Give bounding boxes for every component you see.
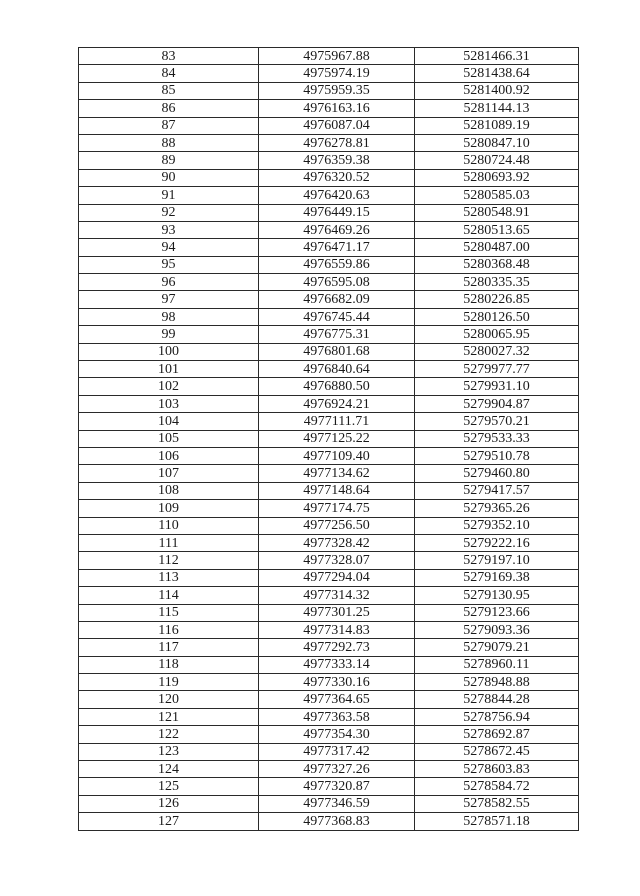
table-row bbox=[79, 778, 579, 795]
x-coordinate-cell: 4976359.38 bbox=[259, 152, 415, 169]
table-row bbox=[79, 82, 579, 99]
table-row bbox=[79, 569, 579, 586]
x-coordinate-cell: 4975967.88 bbox=[259, 48, 415, 65]
y-coordinate-cell: 5281400.92 bbox=[415, 82, 579, 99]
table-row bbox=[79, 552, 579, 569]
y-coordinate-cell: 5281438.64 bbox=[415, 65, 579, 82]
y-coordinate-cell: 5280548.91 bbox=[415, 204, 579, 221]
point-number-cell: 104 bbox=[79, 413, 259, 430]
y-coordinate-cell: 5278756.94 bbox=[415, 708, 579, 725]
x-coordinate-cell: 4977174.75 bbox=[259, 500, 415, 517]
x-coordinate-cell: 4977109.40 bbox=[259, 447, 415, 464]
y-coordinate-cell: 5279197.10 bbox=[415, 552, 579, 569]
table-row bbox=[79, 413, 579, 430]
y-coordinate-cell: 5280226.85 bbox=[415, 291, 579, 308]
table-row bbox=[79, 656, 579, 673]
coordinates-table-body bbox=[79, 48, 579, 831]
x-coordinate-cell: 4976840.64 bbox=[259, 361, 415, 378]
x-coordinate-cell: 4976278.81 bbox=[259, 134, 415, 151]
y-coordinate-cell: 5278672.45 bbox=[415, 743, 579, 760]
y-coordinate-cell: 5281089.19 bbox=[415, 117, 579, 134]
x-coordinate-cell: 4977328.07 bbox=[259, 552, 415, 569]
y-coordinate-cell: 5281144.13 bbox=[415, 100, 579, 117]
point-number-cell: 116 bbox=[79, 621, 259, 638]
table-row bbox=[79, 482, 579, 499]
x-coordinate-cell: 4976880.50 bbox=[259, 378, 415, 395]
point-number-cell: 111 bbox=[79, 534, 259, 551]
y-coordinate-cell: 5280724.48 bbox=[415, 152, 579, 169]
point-number-cell: 102 bbox=[79, 378, 259, 395]
table-row bbox=[79, 134, 579, 151]
y-coordinate-cell: 5279510.78 bbox=[415, 447, 579, 464]
x-coordinate-cell: 4976449.15 bbox=[259, 204, 415, 221]
table-row bbox=[79, 621, 579, 638]
point-number-cell: 118 bbox=[79, 656, 259, 673]
x-coordinate-cell: 4976682.09 bbox=[259, 291, 415, 308]
table-row bbox=[79, 395, 579, 412]
point-number-cell: 98 bbox=[79, 308, 259, 325]
x-coordinate-cell: 4975959.35 bbox=[259, 82, 415, 99]
table-row bbox=[79, 813, 579, 830]
x-coordinate-cell: 4977292.73 bbox=[259, 639, 415, 656]
table-row bbox=[79, 761, 579, 778]
point-number-cell: 120 bbox=[79, 691, 259, 708]
y-coordinate-cell: 5281466.31 bbox=[415, 48, 579, 65]
x-coordinate-cell: 4977301.25 bbox=[259, 604, 415, 621]
x-coordinate-cell: 4976745.44 bbox=[259, 308, 415, 325]
x-coordinate-cell: 4976595.08 bbox=[259, 274, 415, 291]
table-row bbox=[79, 291, 579, 308]
table-row bbox=[79, 430, 579, 447]
point-number-cell: 97 bbox=[79, 291, 259, 308]
point-number-cell: 83 bbox=[79, 48, 259, 65]
table-row bbox=[79, 65, 579, 82]
y-coordinate-cell: 5280335.35 bbox=[415, 274, 579, 291]
x-coordinate-cell: 4977364.65 bbox=[259, 691, 415, 708]
point-number-cell: 92 bbox=[79, 204, 259, 221]
point-number-cell: 103 bbox=[79, 395, 259, 412]
x-coordinate-cell: 4977317.42 bbox=[259, 743, 415, 760]
point-number-cell: 127 bbox=[79, 813, 259, 830]
table-row bbox=[79, 239, 579, 256]
y-coordinate-cell: 5278582.55 bbox=[415, 795, 579, 812]
x-coordinate-cell: 4977320.87 bbox=[259, 778, 415, 795]
x-coordinate-cell: 4976801.68 bbox=[259, 343, 415, 360]
table-row bbox=[79, 795, 579, 812]
y-coordinate-cell: 5280585.03 bbox=[415, 187, 579, 204]
point-number-cell: 90 bbox=[79, 169, 259, 186]
y-coordinate-cell: 5278584.72 bbox=[415, 778, 579, 795]
x-coordinate-cell: 4977368.83 bbox=[259, 813, 415, 830]
point-number-cell: 99 bbox=[79, 326, 259, 343]
y-coordinate-cell: 5279365.26 bbox=[415, 500, 579, 517]
table-row bbox=[79, 447, 579, 464]
point-number-cell: 122 bbox=[79, 726, 259, 743]
table-row bbox=[79, 274, 579, 291]
point-number-cell: 96 bbox=[79, 274, 259, 291]
table-row bbox=[79, 204, 579, 221]
y-coordinate-cell: 5279460.80 bbox=[415, 465, 579, 482]
y-coordinate-cell: 5279352.10 bbox=[415, 517, 579, 534]
table-row bbox=[79, 691, 579, 708]
point-number-cell: 84 bbox=[79, 65, 259, 82]
table-row bbox=[79, 100, 579, 117]
x-coordinate-cell: 4976420.63 bbox=[259, 187, 415, 204]
table-row bbox=[79, 726, 579, 743]
point-number-cell: 112 bbox=[79, 552, 259, 569]
point-number-cell: 125 bbox=[79, 778, 259, 795]
y-coordinate-cell: 5278692.87 bbox=[415, 726, 579, 743]
y-coordinate-cell: 5278844.28 bbox=[415, 691, 579, 708]
x-coordinate-cell: 4976924.21 bbox=[259, 395, 415, 412]
y-coordinate-cell: 5279977.77 bbox=[415, 361, 579, 378]
x-coordinate-cell: 4977346.59 bbox=[259, 795, 415, 812]
x-coordinate-cell: 4977333.14 bbox=[259, 656, 415, 673]
point-number-cell: 117 bbox=[79, 639, 259, 656]
point-number-cell: 87 bbox=[79, 117, 259, 134]
point-number-cell: 110 bbox=[79, 517, 259, 534]
point-number-cell: 91 bbox=[79, 187, 259, 204]
y-coordinate-cell: 5279169.38 bbox=[415, 569, 579, 586]
y-coordinate-cell: 5279931.10 bbox=[415, 378, 579, 395]
point-number-cell: 109 bbox=[79, 500, 259, 517]
point-number-cell: 115 bbox=[79, 604, 259, 621]
x-coordinate-cell: 4977330.16 bbox=[259, 674, 415, 691]
table-row bbox=[79, 517, 579, 534]
table-row bbox=[79, 152, 579, 169]
point-number-cell: 101 bbox=[79, 361, 259, 378]
point-number-cell: 124 bbox=[79, 761, 259, 778]
x-coordinate-cell: 4976320.52 bbox=[259, 169, 415, 186]
point-number-cell: 106 bbox=[79, 447, 259, 464]
y-coordinate-cell: 5280126.50 bbox=[415, 308, 579, 325]
y-coordinate-cell: 5278571.18 bbox=[415, 813, 579, 830]
table-row bbox=[79, 326, 579, 343]
table-row bbox=[79, 48, 579, 65]
point-number-cell: 89 bbox=[79, 152, 259, 169]
y-coordinate-cell: 5279533.33 bbox=[415, 430, 579, 447]
x-coordinate-cell: 4977134.62 bbox=[259, 465, 415, 482]
point-number-cell: 86 bbox=[79, 100, 259, 117]
table-row bbox=[79, 500, 579, 517]
table-row bbox=[79, 743, 579, 760]
x-coordinate-cell: 4977314.32 bbox=[259, 587, 415, 604]
x-coordinate-cell: 4976469.26 bbox=[259, 221, 415, 238]
y-coordinate-cell: 5279222.16 bbox=[415, 534, 579, 551]
x-coordinate-cell: 4976775.31 bbox=[259, 326, 415, 343]
x-coordinate-cell: 4976163.16 bbox=[259, 100, 415, 117]
point-number-cell: 113 bbox=[79, 569, 259, 586]
point-number-cell: 108 bbox=[79, 482, 259, 499]
point-number-cell: 123 bbox=[79, 743, 259, 760]
y-coordinate-cell: 5280693.92 bbox=[415, 169, 579, 186]
y-coordinate-cell: 5279079.21 bbox=[415, 639, 579, 656]
point-number-cell: 119 bbox=[79, 674, 259, 691]
y-coordinate-cell: 5280027.32 bbox=[415, 343, 579, 360]
point-number-cell: 94 bbox=[79, 239, 259, 256]
x-coordinate-cell: 4977354.30 bbox=[259, 726, 415, 743]
table-row bbox=[79, 708, 579, 725]
x-coordinate-cell: 4977256.50 bbox=[259, 517, 415, 534]
y-coordinate-cell: 5279417.57 bbox=[415, 482, 579, 499]
y-coordinate-cell: 5278948.88 bbox=[415, 674, 579, 691]
y-coordinate-cell: 5278603.83 bbox=[415, 761, 579, 778]
table-row bbox=[79, 674, 579, 691]
x-coordinate-cell: 4975974.19 bbox=[259, 65, 415, 82]
table-row bbox=[79, 117, 579, 134]
y-coordinate-cell: 5280487.00 bbox=[415, 239, 579, 256]
y-coordinate-cell: 5280847.10 bbox=[415, 134, 579, 151]
y-coordinate-cell: 5279130.95 bbox=[415, 587, 579, 604]
x-coordinate-cell: 4977328.42 bbox=[259, 534, 415, 551]
x-coordinate-cell: 4977125.22 bbox=[259, 430, 415, 447]
table-row bbox=[79, 308, 579, 325]
point-number-cell: 100 bbox=[79, 343, 259, 360]
table-row bbox=[79, 604, 579, 621]
point-number-cell: 93 bbox=[79, 221, 259, 238]
table-row bbox=[79, 221, 579, 238]
y-coordinate-cell: 5279093.36 bbox=[415, 621, 579, 638]
x-coordinate-cell: 4977363.58 bbox=[259, 708, 415, 725]
y-coordinate-cell: 5280513.65 bbox=[415, 221, 579, 238]
point-number-cell: 126 bbox=[79, 795, 259, 812]
y-coordinate-cell: 5279570.21 bbox=[415, 413, 579, 430]
x-coordinate-cell: 4977294.04 bbox=[259, 569, 415, 586]
table-row bbox=[79, 187, 579, 204]
point-number-cell: 121 bbox=[79, 708, 259, 725]
table-row bbox=[79, 169, 579, 186]
table-row bbox=[79, 378, 579, 395]
x-coordinate-cell: 4977148.64 bbox=[259, 482, 415, 499]
table-row bbox=[79, 361, 579, 378]
point-number-cell: 85 bbox=[79, 82, 259, 99]
table-row bbox=[79, 534, 579, 551]
x-coordinate-cell: 4977111.71 bbox=[259, 413, 415, 430]
point-number-cell: 107 bbox=[79, 465, 259, 482]
y-coordinate-cell: 5278960.11 bbox=[415, 656, 579, 673]
coordinates-table bbox=[78, 47, 579, 831]
table-row bbox=[79, 343, 579, 360]
x-coordinate-cell: 4977327.26 bbox=[259, 761, 415, 778]
table-row bbox=[79, 639, 579, 656]
point-number-cell: 105 bbox=[79, 430, 259, 447]
y-coordinate-cell: 5279123.66 bbox=[415, 604, 579, 621]
x-coordinate-cell: 4976471.17 bbox=[259, 239, 415, 256]
table-row bbox=[79, 465, 579, 482]
x-coordinate-cell: 4976087.04 bbox=[259, 117, 415, 134]
point-number-cell: 114 bbox=[79, 587, 259, 604]
y-coordinate-cell: 5280065.95 bbox=[415, 326, 579, 343]
table-row bbox=[79, 587, 579, 604]
y-coordinate-cell: 5279904.87 bbox=[415, 395, 579, 412]
y-coordinate-cell: 5280368.48 bbox=[415, 256, 579, 273]
x-coordinate-cell: 4977314.83 bbox=[259, 621, 415, 638]
point-number-cell: 95 bbox=[79, 256, 259, 273]
x-coordinate-cell: 4976559.86 bbox=[259, 256, 415, 273]
point-number-cell: 88 bbox=[79, 134, 259, 151]
table-row bbox=[79, 256, 579, 273]
